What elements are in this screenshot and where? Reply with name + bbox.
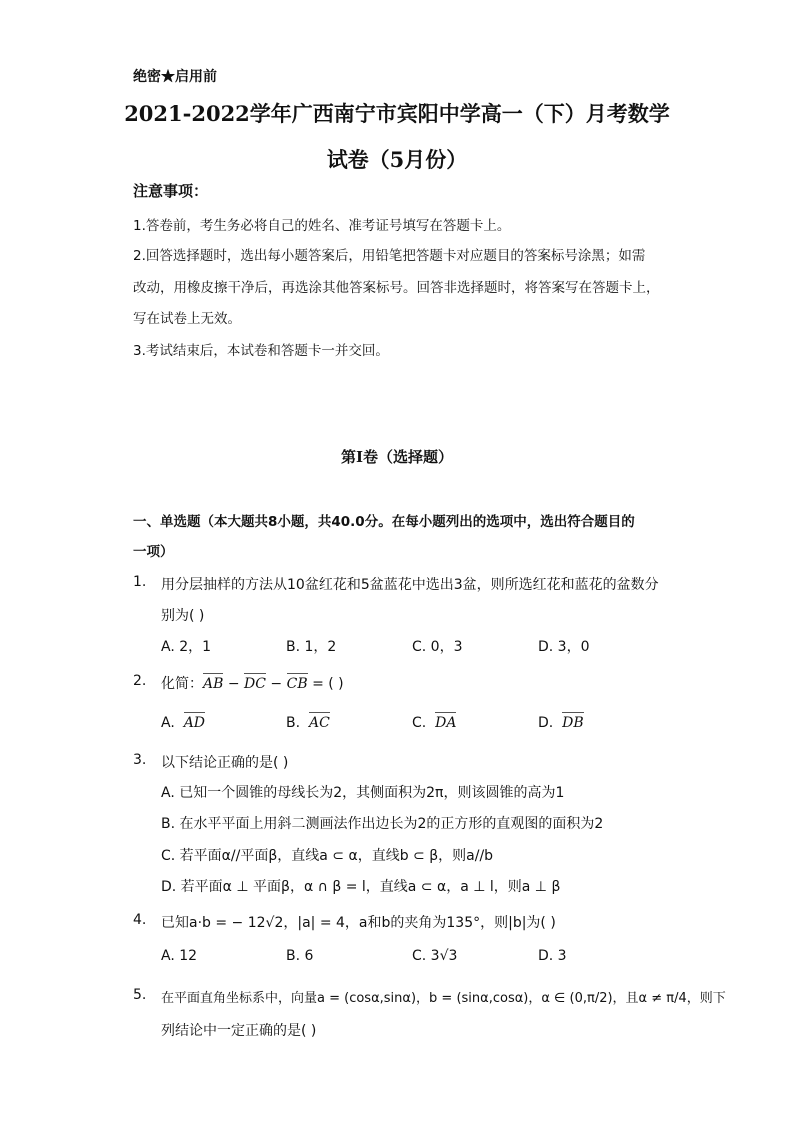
vector-dc: DC [244,676,266,692]
question-2-option-d [538,715,584,731]
notice-item-2-line-2: 改动，用橡皮擦干净后，再选涂其他答案标号。回答非选择题时，将答案写在答题卡上， [133,280,660,296]
section-heading-line-2: 一项） [133,544,174,560]
option-label: A. [161,715,175,731]
question-1-stem-line-2: 别为( ) [161,608,205,624]
question-4-number: 4. [133,912,147,928]
question-1-number: 1. [133,574,147,590]
option-label: B. [286,715,301,731]
exam-title-line2: 试卷（5月份） [326,147,468,172]
notice-item-2-line-3: 写在试卷上无效。 [133,311,241,327]
minus-sign: − [223,676,245,692]
question-5-stem-line-1: 在平面直角坐标系中，向量a = (cosα,sinα)，b = (sinα,cosα)，α ∈ (0,π/2)，且α ≠ π/4，则下 [161,991,726,1006]
notice-heading: 注意事项： [133,182,209,200]
question-3-stem: 以下结论正确的是( ) [161,755,289,771]
option-label: D. [538,715,554,731]
question-3-option-a: A. 已知一个圆锥的母线长为2，其侧面积为2π，则该圆锥的高为1 [161,785,565,801]
minus-sign: − [265,676,287,692]
question-3-option-b: B. 在水平平面上用斜二测画法作出边长为2的正方形的直观图的面积为2 [161,816,604,832]
notice-item-2-line-1: 2.回答选择题时，选出每小题答案后，用铅笔把答题卡对应题目的答案标号涂黑；如需 [133,248,646,264]
confidential-label: 绝密★启用前 [133,69,217,85]
question-3-option-c: C. 若平面α//平面β，直线a ⊂ α，直线b ⊂ β，则a//b [161,848,494,864]
question-1-option-c: C. 0，3 [412,639,463,655]
question-3-option-d: D. 若平面α ⊥ 平面β，α ∩ β = l，直线a ⊂ α，a ⊥ l，则a ⊥ β [161,879,561,895]
question-2-number: 2. [133,673,147,689]
notice-item-1: 1.答卷前，考生务必将自己的姓名、准考证号填写在答题卡上。 [133,218,511,234]
question-4-option-c: C. 3√3 [412,948,458,964]
question-2-suffix: = ( ) [307,676,344,692]
vector-da: DA [435,715,457,731]
question-1-option-a: A. 2，1 [161,639,212,655]
question-5-stem-line-2: 列结论中一定正确的是( ) [161,1023,317,1039]
option-label: C. [412,715,427,731]
vector-cb: CB [286,676,308,692]
question-1-stem-line-1: 用分层抽样的方法从10盆红花和5盆蓝花中选出3盆，则所选红花和蓝花的盆数分 [161,577,659,593]
vector-ac: AC [308,715,330,731]
question-1-option-b: B. 1，2 [286,639,337,655]
question-2-prefix: 化简： [161,676,203,692]
question-4-option-a: A. 12 [161,948,198,964]
vector-ab: AB [203,676,224,692]
part-title: 第I卷（选择题） [340,448,454,466]
notice-item-3: 3.考试结束后，本试卷和答题卡一并交回。 [133,343,389,359]
question-2-option-c [412,715,456,731]
question-4-option-b: B. 6 [286,948,314,964]
question-4-stem: 已知a·b = − 12√2，|a| = 4，a和b的夹角为135°，则|b|为( ) [161,915,556,931]
section-heading-line-1: 一、单选题（本大题共8小题，共40.0分。在每小题列出的选项中，选出符合题目的 [133,514,635,530]
question-2-stem [161,673,344,693]
vector-db: DB [562,715,584,731]
question-3-number: 3. [133,752,147,768]
question-2-option-a [161,715,205,731]
question-1-option-d: D. 3，0 [538,639,590,655]
vector-ad: AD [183,715,206,731]
exam-title-line1: 2021-2022学年广西南宁市宾阳中学高一（下）月考数学 [124,101,670,126]
question-4-option-d: D. 3 [538,948,567,964]
question-5-number: 5. [133,987,147,1003]
question-2-option-b [286,715,330,731]
